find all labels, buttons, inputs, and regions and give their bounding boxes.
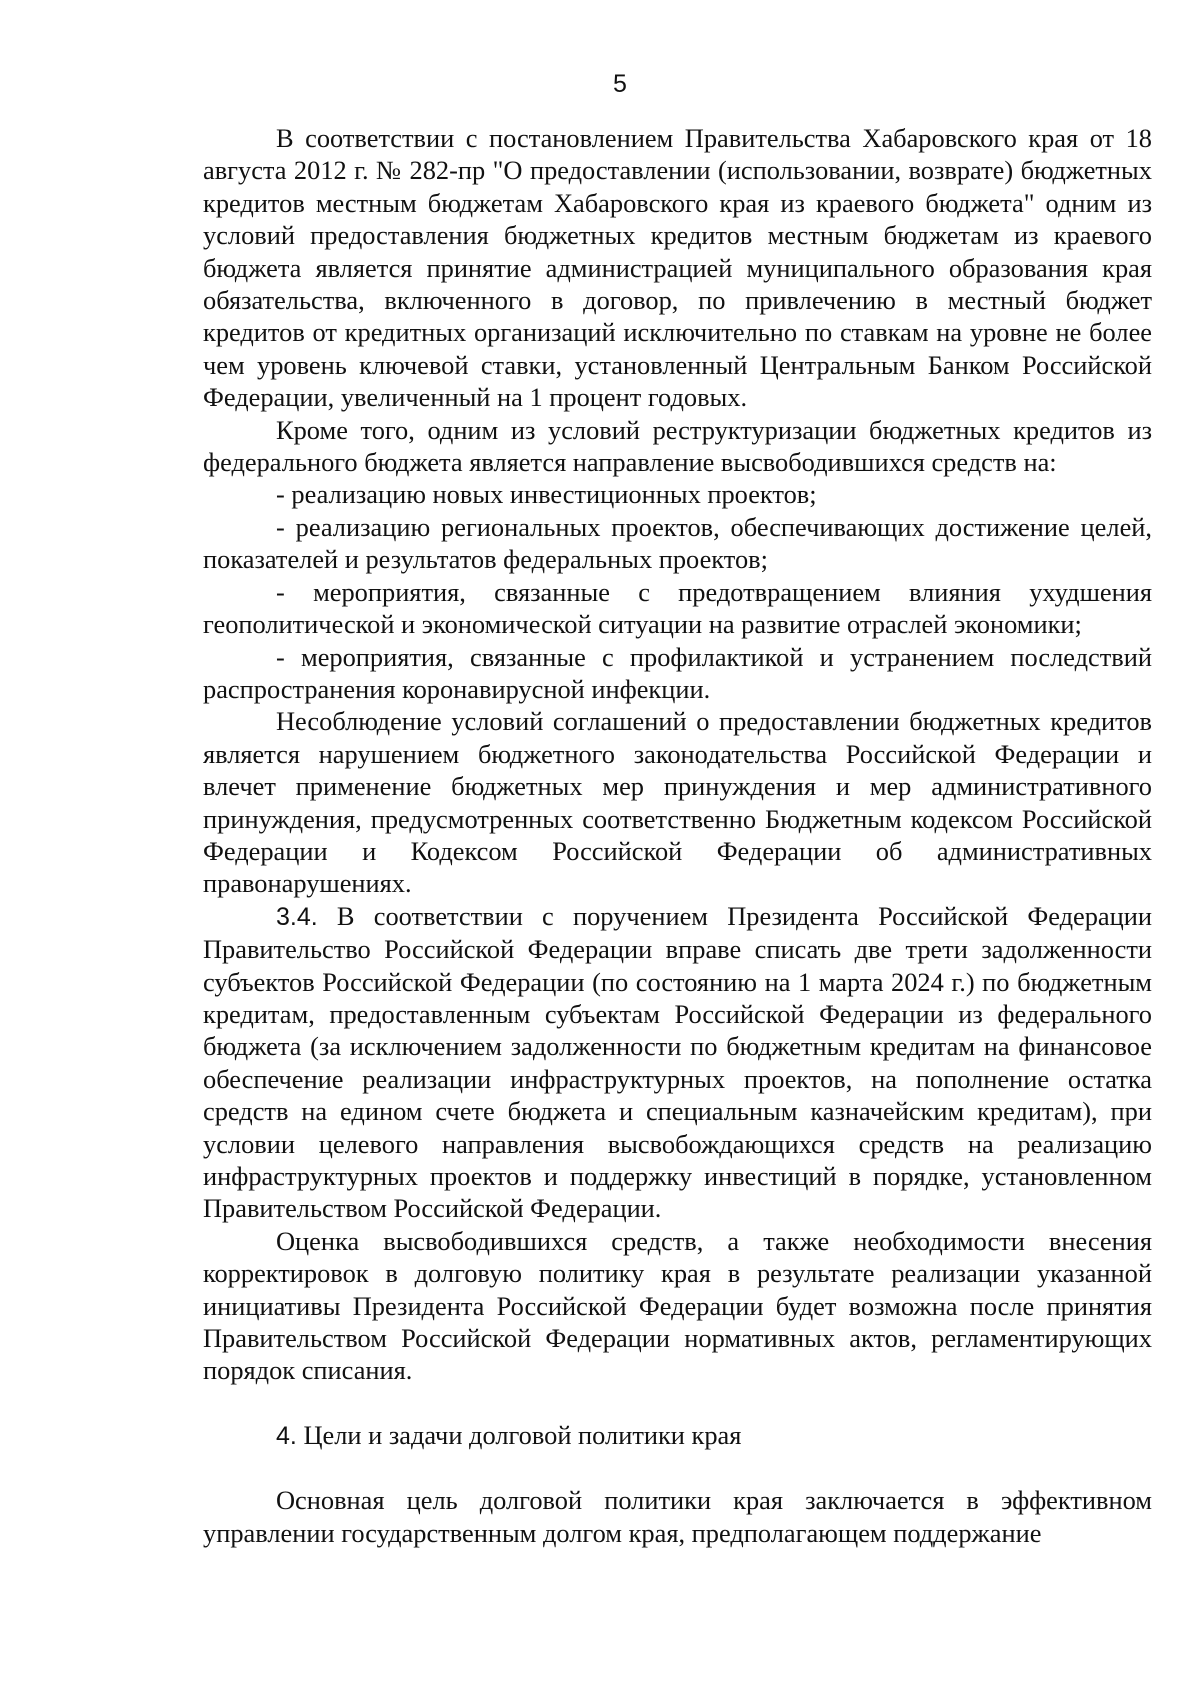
page-number: 5 (613, 70, 627, 98)
paragraph-assessment: Оценка высвободившихся средств, а также необходимости внесения корректировок в долговую политику края в результате реализации указанной инициативы Президента Российской Федерации будет возможна после принятия Правительством Российской Федерации нормативных актов, регламентирующих порядок списания. (203, 1225, 1152, 1386)
clause-number: 3.4. (276, 902, 318, 931)
paragraph-3-4 (203, 900, 1152, 1225)
list-item-regional-projects: - реализацию региональных проектов, обеспечивающих достижение целей, показателей и результатов федеральных проектов; (203, 511, 1152, 575)
section-number: 4. (276, 1421, 297, 1450)
section-title: Цели и задачи долговой политики края (296, 1419, 742, 1450)
paragraph-main-goal: Основная цель долговой политики края заключается в эффективном управлении государственным долгом края, предполагающем поддержание (203, 1485, 1152, 1548)
section-heading (203, 1419, 1152, 1452)
paragraph-non-compliance: Несоблюдение условий соглашений о предоставлении бюджетных кредитов является нарушением бюджетного законодательства Российской Федерации и влечет применение бюджетных мер принуждения и мер административного принуждения, предусмотренных соответственно Бюджетным кодексом Российской Федерации и Кодексом Российской Федерации об административных правонарушениях. (203, 706, 1152, 899)
list-item-investment-projects: - реализацию новых инвестиционных проектов; (276, 479, 817, 510)
clause-text: В соответствии с поручением Президента Российской Федерации Правительство Российской Федерации вправе списать две трети задолженности субъектов Российской Федерации (по состоянию на 1 марта 2024 г.) по бюджетным кредитам, предоставленным субъектам Российской Федерации из федерального бюджета (за исключением задолженности по бюджетным кредитам на финансовое обеспечение реализации инфраструктурных проектов, на пополнение остатка средств на едином счете бюджета и специальным казначейским кредитам), при условии целевого направления высвобождающихся средств на реализацию инфраструктурных проектов и поддержку инвестиций в порядке, установленном Правительством Российской Федерации. (203, 900, 1152, 1224)
document-body (203, 122, 1152, 1549)
paragraph-restructuring-conditions: Кроме того, одним из условий реструктуризации бюджетных кредитов из федерального бюджета является направление высвободившихся средств на: (203, 414, 1152, 478)
paragraph-credit-conditions: В соответствии с постановлением Правительства Хабаровского края от 18 августа 2012 г. № 282-пр "О предоставлении (использовании, возврате) бюджетных кредитов местным бюджетам Хабаровского края из краевого бюджета" одним из условий предоставления бюджетных кредитов местным бюджетам из краевого бюджета является принятие администрацией муниципального образования края обязательства, включенного в договор, по привлечению в местный бюджет кредитов от кредитных организаций исключительно по ставкам на уровне не более чем уровень ключевой ставки, установленный Центральным Банком Российской Федерации, увеличенный на 1 процент годовых. (203, 123, 1152, 413)
list-item-coronavirus-measures: - мероприятия, связанные с профилактикой и устранением последствий распространения коронавирусной инфекции. (203, 641, 1152, 704)
list-item-geopolitical-measures: - мероприятия, связанные с предотвращением влияния ухудшения геополитической и экономической ситуации на развитие отраслей экономики; (203, 576, 1152, 640)
